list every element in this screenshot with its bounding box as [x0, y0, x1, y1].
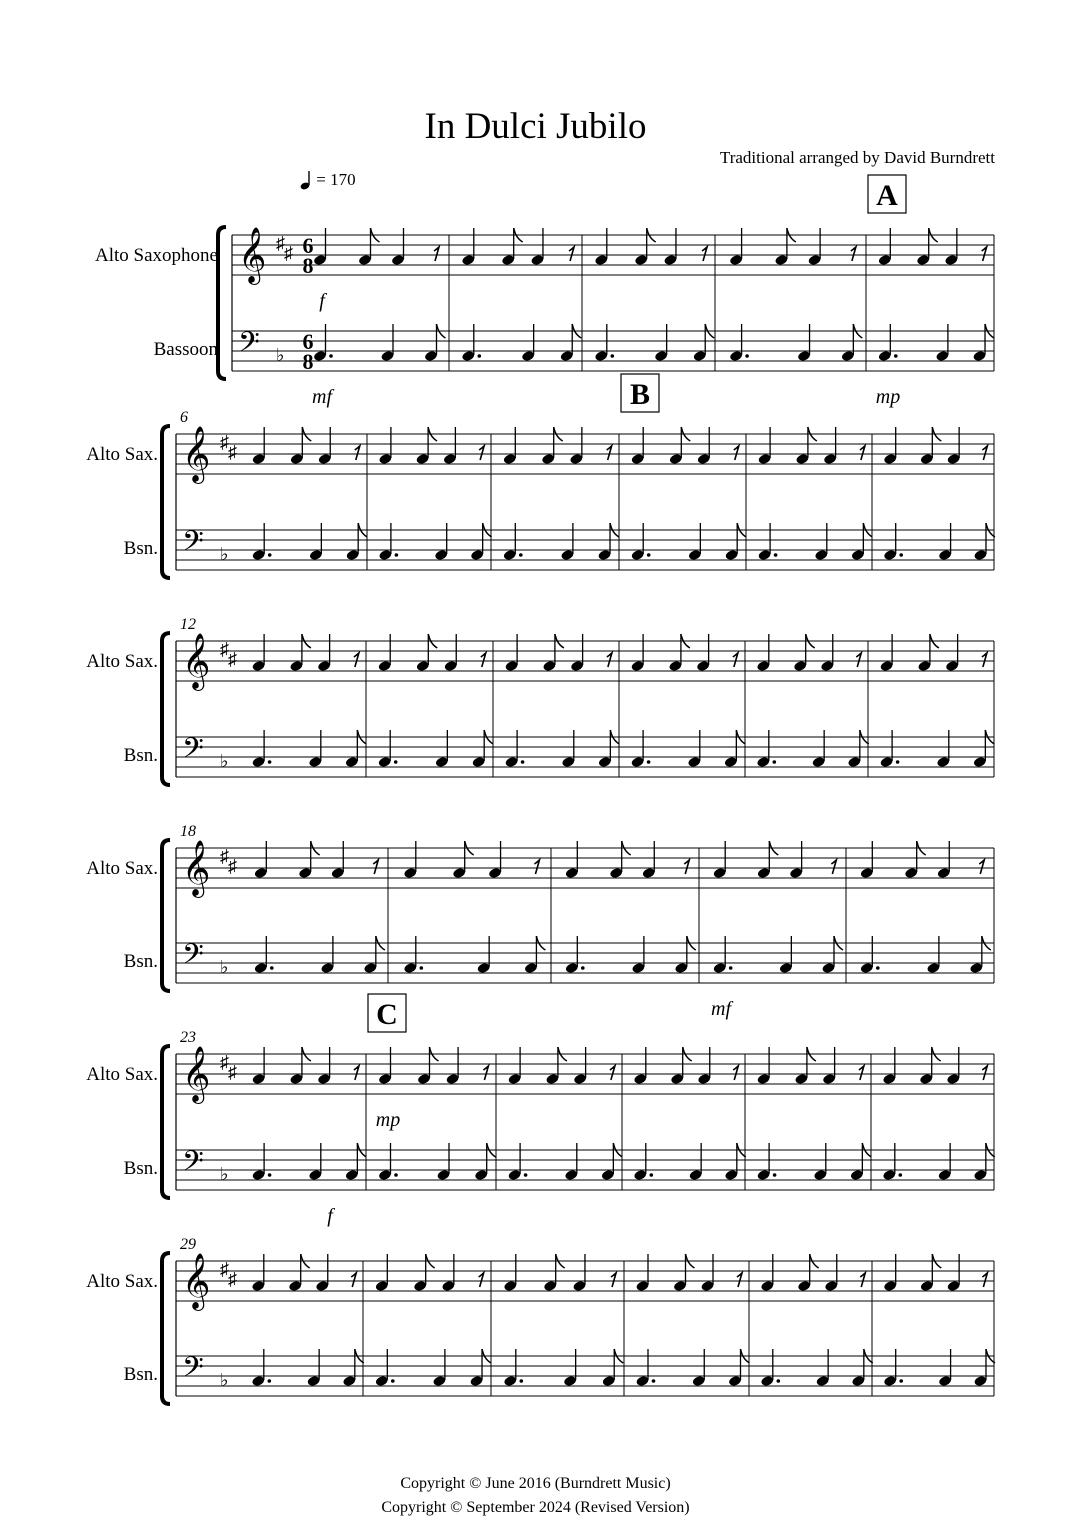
- sharp-icon: ♯: [284, 243, 293, 263]
- eighth-rest: [684, 860, 689, 874]
- eighth-rest: [607, 446, 612, 460]
- eighth-rest: [610, 1066, 615, 1080]
- augmentation-dot: [774, 553, 778, 557]
- treble-clef-icon: 𝄞: [182, 1253, 211, 1309]
- score-title: In Dulci Jubilo: [424, 106, 647, 147]
- copyright-line-2: Copyright © September 2024 (Revised Version): [381, 1499, 690, 1516]
- augmentation-dot: [581, 966, 585, 970]
- system-1: [218, 227, 994, 379]
- augmentation-dot: [520, 1379, 524, 1383]
- instrument-name-top: Alto Sax.: [86, 858, 158, 879]
- system-bracket: [162, 840, 170, 991]
- eighth-rest: [982, 446, 987, 460]
- augmentation-dot: [899, 1379, 903, 1383]
- augmentation-dot: [876, 966, 880, 970]
- augmentation-dot: [745, 354, 749, 358]
- system-2: [162, 426, 995, 578]
- augmentation-dot: [899, 1173, 903, 1177]
- instrument-name-bottom: Bsn.: [123, 745, 158, 766]
- eighth-rest: [373, 860, 378, 874]
- sharp-icon: ♯: [220, 1052, 229, 1072]
- eighth-rest: [982, 1273, 987, 1287]
- eighth-rest: [982, 653, 987, 667]
- augmentation-dot: [391, 1379, 395, 1383]
- flat-icon: ♭: [220, 544, 229, 564]
- system-3: [162, 633, 994, 785]
- eighth-rest: [733, 653, 738, 667]
- eighth-rest: [611, 1273, 616, 1287]
- augmentation-dot: [777, 1379, 781, 1383]
- instrument-name-top: Alto Sax.: [86, 1064, 158, 1085]
- rehearsal-mark: C: [376, 998, 398, 1031]
- augmentation-dot: [478, 354, 482, 358]
- bass-clef-icon: 𝄢: [182, 938, 204, 978]
- eighth-rest: [481, 653, 486, 667]
- bass-clef-icon: 𝄢: [182, 1145, 204, 1185]
- eighth-rest: [534, 860, 539, 874]
- sharp-icon: ♯: [220, 639, 229, 659]
- eighth-rest: [354, 653, 359, 667]
- dynamic-marking: f: [319, 290, 325, 312]
- augmentation-dot: [521, 760, 525, 764]
- eighth-rest: [702, 247, 707, 261]
- dynamic-marking: mp: [375, 1109, 401, 1131]
- measure-number: 12: [180, 616, 196, 633]
- instrument-name-bottom: Bsn.: [123, 1364, 158, 1385]
- flat-icon: ♭: [220, 1370, 229, 1390]
- augmentation-dot: [647, 760, 651, 764]
- flat-icon: ♭: [220, 1164, 229, 1184]
- augmentation-dot: [329, 354, 333, 358]
- instrument-name-top: Alto Saxophone: [95, 245, 218, 266]
- eighth-rest: [607, 653, 612, 667]
- treble-clef-icon: 𝄞: [238, 227, 267, 283]
- sharp-icon: ♯: [228, 1269, 237, 1289]
- system-bracket: [218, 227, 226, 379]
- time-signature-top: 6: [302, 329, 314, 354]
- system-bracket: [162, 1046, 170, 1198]
- eighth-rest: [483, 1066, 488, 1080]
- eighth-rest: [479, 446, 484, 460]
- bass-clef-icon: 𝄢: [238, 326, 260, 366]
- augmentation-dot: [395, 553, 399, 557]
- flat-icon: ♭: [220, 751, 229, 771]
- sharp-icon: ♯: [228, 649, 237, 669]
- eighth-rest: [979, 860, 984, 874]
- instrument-name-bottom: Bsn.: [123, 538, 158, 559]
- sharp-icon: ♯: [220, 1259, 229, 1279]
- eighth-rest: [734, 446, 739, 460]
- treble-clef-icon: 𝄞: [182, 1046, 211, 1102]
- eighth-rest: [434, 247, 439, 261]
- augmentation-dot: [652, 1379, 656, 1383]
- instrument-name-bottom: Bassoon: [153, 339, 218, 360]
- bass-clef-icon: 𝄢: [182, 732, 204, 772]
- augmentation-dot: [650, 1173, 654, 1177]
- instrument-name-top: Alto Sax.: [86, 651, 158, 672]
- eighth-rest: [860, 446, 865, 460]
- dynamic-marking: f: [327, 1205, 333, 1227]
- eighth-rest: [831, 860, 836, 874]
- measure-number: 18: [180, 823, 196, 840]
- measure-number: 6: [180, 409, 188, 426]
- eighth-rest: [859, 1066, 864, 1080]
- instrument-name-bottom: Bsn.: [123, 1158, 158, 1179]
- augmentation-dot: [773, 1173, 777, 1177]
- treble-clef-icon: 𝄞: [182, 633, 211, 689]
- eighth-rest: [856, 653, 861, 667]
- copyright-footer: [0, 1472, 1071, 1520]
- instrument-name-top: Alto Sax.: [86, 444, 158, 465]
- copyright-line-1: Copyright © June 2016 (Burndrett Music): [400, 1475, 671, 1492]
- augmentation-dot: [519, 553, 523, 557]
- eighth-rest: [982, 1066, 987, 1080]
- instrument-name-bottom: Bsn.: [123, 951, 158, 972]
- eighth-rest: [569, 247, 574, 261]
- augmentation-dot: [647, 553, 651, 557]
- time-signature-bottom: 8: [302, 253, 314, 278]
- sharp-icon: ♯: [228, 1062, 237, 1082]
- system-5: [162, 1046, 995, 1198]
- augmentation-dot: [420, 966, 424, 970]
- dynamic-marking: mf: [312, 386, 332, 408]
- eighth-rest: [355, 446, 360, 460]
- augmentation-dot: [524, 1173, 528, 1177]
- eighth-rest: [860, 1273, 865, 1287]
- system-bracket: [162, 633, 170, 785]
- measure-number: 23: [180, 1029, 196, 1046]
- bass-clef-icon: 𝄢: [182, 525, 204, 565]
- augmentation-dot: [268, 1173, 272, 1177]
- rehearsal-mark: A: [876, 179, 898, 212]
- bass-clef-icon: 𝄢: [182, 1351, 204, 1391]
- augmentation-dot: [611, 354, 615, 358]
- time-signature-bottom: 8: [302, 349, 314, 374]
- eighth-rest: [479, 1273, 484, 1287]
- augmentation-dot: [729, 966, 733, 970]
- eighth-rest: [982, 247, 987, 261]
- instrument-name-top: Alto Sax.: [86, 1271, 158, 1292]
- augmentation-dot: [268, 553, 272, 557]
- flat-icon: ♭: [220, 957, 229, 977]
- sharp-icon: ♯: [228, 856, 237, 876]
- system-bracket: [162, 1253, 170, 1404]
- sharp-icon: ♯: [220, 432, 229, 452]
- sharp-icon: ♯: [276, 233, 285, 253]
- augmentation-dot: [270, 966, 274, 970]
- system-4: [162, 840, 994, 991]
- treble-clef-icon: 𝄞: [182, 840, 211, 896]
- augmentation-dot: [394, 760, 398, 764]
- dynamic-marking: mp: [875, 386, 901, 408]
- rehearsal-mark: B: [629, 378, 651, 411]
- augmentation-dot: [899, 553, 903, 557]
- system-6: [162, 1253, 995, 1404]
- tempo-value: = 170: [316, 170, 356, 189]
- flat-icon: ♭: [276, 345, 285, 365]
- augmentation-dot: [394, 1173, 398, 1177]
- eighth-rest: [354, 1066, 359, 1080]
- augmentation-dot: [268, 760, 272, 764]
- augmentation-dot: [773, 760, 777, 764]
- eighth-rest: [733, 1066, 738, 1080]
- eighth-rest: [737, 1273, 742, 1287]
- augmentation-dot: [894, 354, 898, 358]
- measure-number: 29: [180, 1236, 196, 1253]
- augmentation-dot: [268, 1379, 272, 1383]
- system-bracket: [162, 426, 170, 578]
- treble-clef-icon: 𝄞: [182, 426, 211, 482]
- eighth-rest: [351, 1273, 356, 1287]
- sharp-icon: ♯: [220, 846, 229, 866]
- eighth-rest: [851, 247, 856, 261]
- time-signature-top: 6: [302, 233, 314, 258]
- sharp-icon: ♯: [228, 442, 237, 462]
- augmentation-dot: [896, 760, 900, 764]
- composer-credit: Traditional arranged by David Burndrett: [719, 148, 995, 167]
- dynamic-marking: mf: [711, 998, 731, 1020]
